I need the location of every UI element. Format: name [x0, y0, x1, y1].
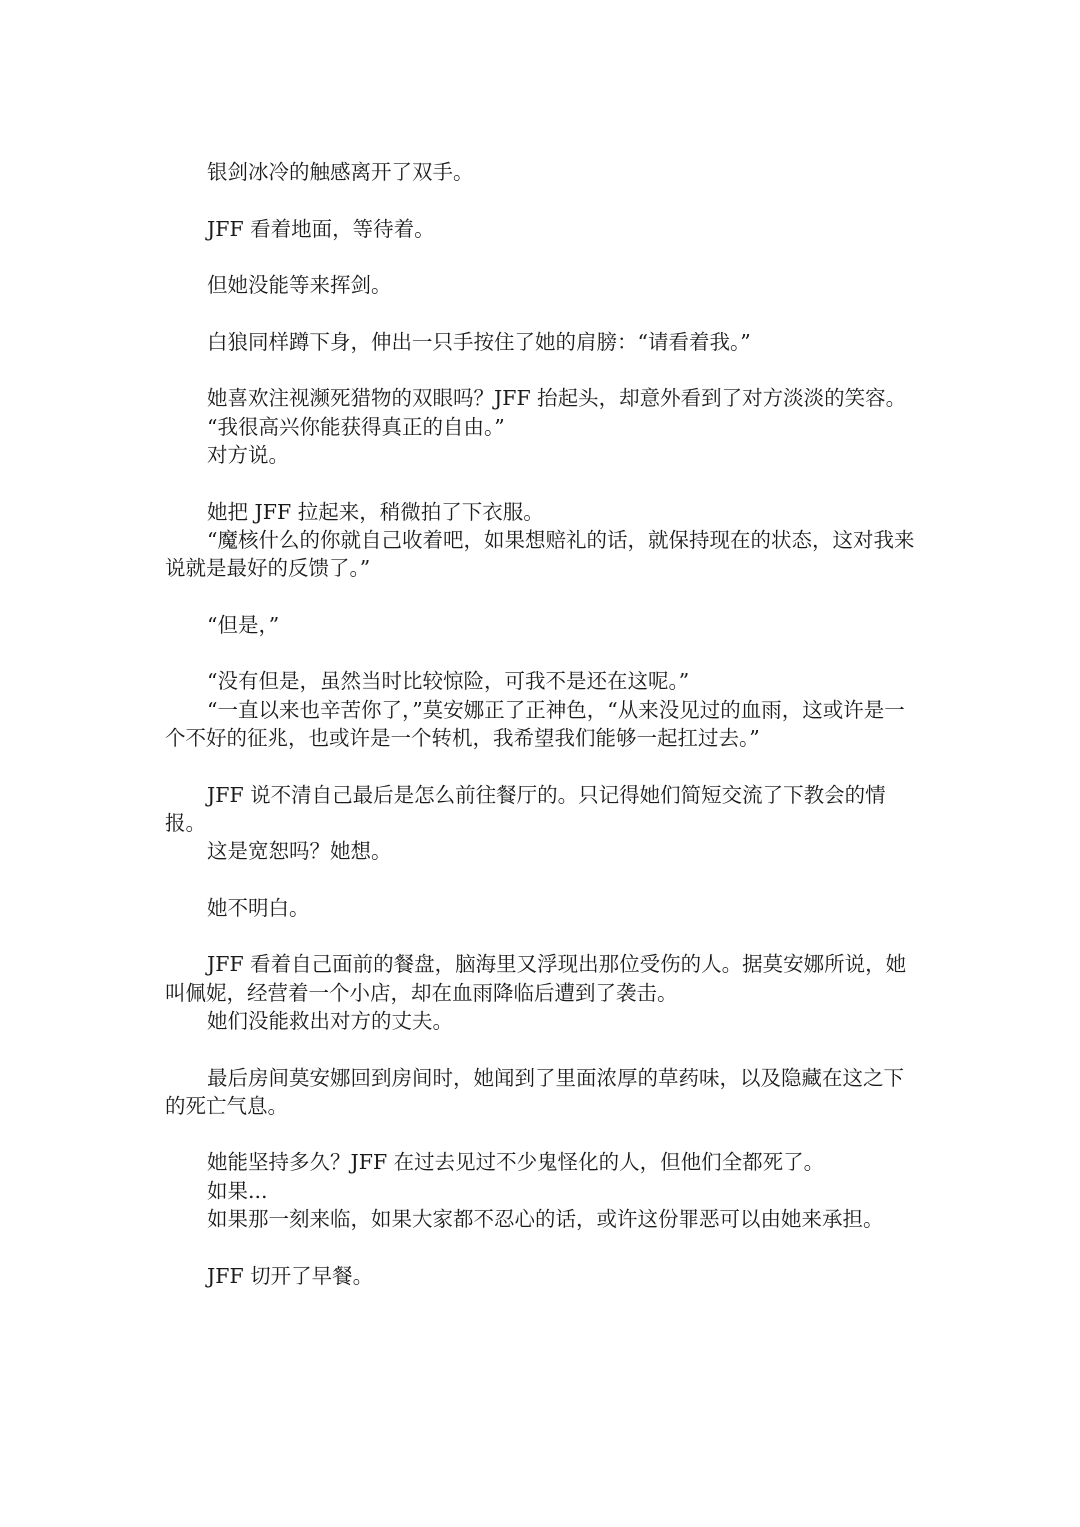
- paragraph-line: 她喜欢注视濒死猎物的双眼吗？JFF 抬起头，却意外看到了对方淡淡的笑容。: [207, 386, 907, 411]
- blank-line: [165, 1120, 917, 1148]
- blank-line: [165, 752, 917, 780]
- paragraph-line: JFF 看着地面，等待着。: [207, 216, 435, 241]
- paragraph-line: “一直以来也辛苦你了，”莫安娜正了正神色，“从来没见过的血雨，这或许是一个不好的征兆，也或许是一个转机，我希望我们能够一起扛过去。”: [165, 697, 905, 750]
- paragraph-line: “魔核什么的你就自己收着吧，如果想赔礼的话，就保持现在的状态，这对我来说就是最好的反馈了。”: [165, 527, 915, 581]
- blank-line: [165, 299, 917, 327]
- blank-line: [165, 922, 917, 950]
- paragraph-line: 最后房间莫安娜回到房间时，她闻到了里面浓厚的草药味，以及隐藏在这之下的死亡气息。: [165, 1065, 904, 1118]
- blank-line: [165, 356, 917, 384]
- paragraph-line: “但是，”: [207, 612, 280, 637]
- paragraph-line: “没有但是，虽然当时比较惊险，可我不是还在这呢。”: [207, 669, 690, 694]
- paragraph-line: 她们没能救出对方的丈夫。: [207, 1008, 453, 1033]
- paragraph-line: “我很高兴你能获得真正的自由。”: [207, 414, 505, 439]
- paragraph-line: JFF 看着自己面前的餐盘，脑海里又浮现出那位受伤的人。据莫安娜所说，她叫佩妮，经营着一个小店，却在血雨降临后遭到了袭击。: [165, 952, 907, 1005]
- paragraph-line: 她把 JFF 拉起来，稍微拍了下衣服。: [207, 499, 544, 524]
- blank-line: [165, 186, 917, 214]
- blank-line: [165, 1035, 917, 1063]
- paragraph-line: 她能坚持多久？JFF 在过去见过不少鬼怪化的人，但他们全都死了。: [207, 1150, 825, 1175]
- paragraph-line: 如果...: [207, 1178, 268, 1203]
- blank-line: [165, 865, 917, 893]
- paragraph-line: 但她没能等来挥剑。: [207, 273, 392, 298]
- paragraph-line: JFF 说不清自己最后是怎么前往餐厅的。只记得她们简短交流了下教会的情报。: [165, 782, 886, 835]
- paragraph-line: 如果那一刻来临，如果大家都不忍心的话，或许这份罪恶可以由她来承担。: [207, 1206, 884, 1231]
- blank-line: [165, 582, 917, 610]
- paragraph-line: 白狼同样蹲下身，伸出一只手按住了她的肩膀：“请看着我。”: [207, 329, 751, 354]
- document-body: [165, 158, 917, 1290]
- paragraph-line: 对方说。: [207, 442, 289, 467]
- blank-line: [165, 1233, 917, 1261]
- blank-line: [165, 243, 917, 271]
- paragraph-line: 她不明白。: [207, 895, 310, 920]
- blank-line: [165, 469, 917, 497]
- blank-line: [165, 639, 917, 667]
- paragraph-line: 这是宽恕吗？她想。: [207, 839, 392, 864]
- paragraph-line: 银剑冰冷的触感离开了双手。: [207, 160, 474, 184]
- paragraph-line: JFF 切开了早餐。: [207, 1263, 374, 1288]
